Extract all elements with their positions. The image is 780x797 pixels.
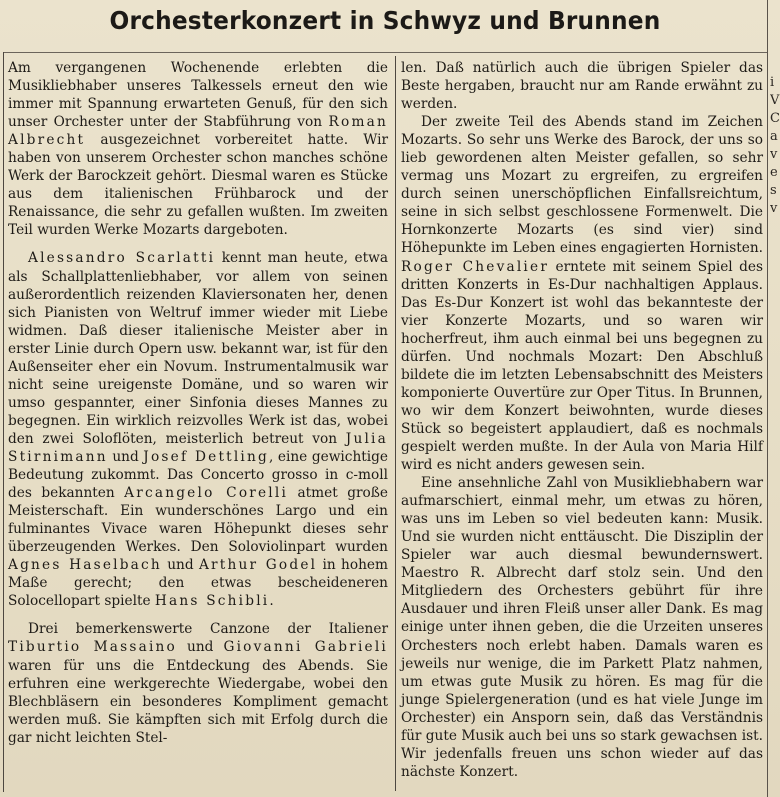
paragraph-scarlatti: Alessandro Scarlatti kennt man heute, etwa als Schallplattenliebhaber, vor allem von seinen außerordentlich reizenden Klaviersonaten her, denen sich Pianisten von Weltruf immer wieder mit Liebe widmen. Daß dieser italienische Meister aber in erster Linie durch Opern usw. bekannt war, ist für den Außenseiter eher ein Novum. Instrumentalmusik war nicht seine ureigenste Domäne, und so waren wir umso gespannter, einer Sinfonia dieses Mannes zu begegnen. Ein wirklich reizvolles Werk ist das, wobei den zwei Soloflöten, meisterlich betreut von Julia Stirnimann und Josef Dettling, eine gewichtige Bedeutung zukommt. Das Concerto grosso in c-moll des bekannten Arcangelo Corelli atmet große Meisterschaft. Ein wunderschönes Largo und ein fulminantes Vivace waren Höhepunkt dieses sehr überzeugenden Werkes. Den Soloviolinpart wurden Agnes Haselbach und Arthur Godel in hohem Maße gerecht; den etwas bescheideneren Solocellopart spielte Hans Schibli. xyxy=(8,250,389,610)
performer-name: Agnes Haselbach xyxy=(8,557,162,574)
paragraph-canzone: Drei bemerkenswerte Canzone der Italiener Tiburtio Massaino und Giovanni Gabrieli waren für uns die Entdeckung des Abends. Sie erfuhren eine werkgerechte Wiedergabe, wobei den Blechbläsern ein besonderes Kompliment gemacht werden muß. Sie kämpften sich mit Erfolg durch die gar nicht leichten Stel- xyxy=(8,621,388,746)
performer-name: Hans Schibli xyxy=(154,593,270,610)
article-left-column xyxy=(8,59,388,747)
composer-name: Tiburtio Massaino xyxy=(8,639,177,656)
composer-name: Giovanni Gabrieli xyxy=(223,639,388,656)
paragraph-intro: Am vergangenen Wochenende erlebten die Musikliebhaber unseres Talkessels erneut den wie immer mit Spannung erwarteten Genuß, für den sich unser Orchester unter der Stabführung von Roman Albrecht ausgezeichnet vorbereitet hatte. Wir haben von unserem Orchester schon manches schöne Werk der Barockzeit gehört. Diesmal waren es Stücke aus dem italienischen Frühbarock und der Renaissance, die sehr zu gefallen wußten. Im zweiten Teil wurden Werke Mozarts dargeboten. xyxy=(8,60,389,239)
performer-name: Julia Stirnimann xyxy=(8,430,388,465)
performer-name: Arthur Godel xyxy=(198,557,318,574)
headline: Orchesterkonzert in Schwyz und Brunnen xyxy=(109,6,661,35)
top-rule xyxy=(3,52,767,53)
adjacent-column-fragment: i V C a v e s v xyxy=(770,75,780,216)
performer-name: Josef Dettling xyxy=(143,448,269,465)
column-divider xyxy=(395,56,396,791)
paragraph-audience: Eine ansehnliche Zahl von Musikliebhabern war aufmarschiert, einmal mehr, um etwas zu hören, was uns im Leben so viel bedeuten kann: Musik. Und sie wurden nicht enttäuscht. Die Disziplin der Spieler war auch diesmal bewundernswert. Maestro R. Albrecht darf stolz sein. Und den Mitgliedern des Orchesters gebührt für ihre Ausdauer und ihren Fleiß unser aller Dank. Es mag einige unter ihnen geben, die die Urzeiten unseres Orchesters noch erlebt haben. Damals waren es jeweils nur wenige, die im Parkett Platz nahmen, um etwas gute Musik zu hören. Es mag für die junge Spielergeneration (und es hat viele Junge im Orchester) ein Ansporn sein, daß das Verständnis für gute Musik auch bei uns so stark gewachsen ist. Wir jedenfalls freuen uns schon wieder auf das nächste Konzert. xyxy=(401,475,763,780)
paragraph-mozart: Der zweite Teil des Abends stand im Zeichen Mozarts. So sehr uns Werke des Barock, der uns so lieb gewordenen alten Meister gefallen, so sehr vermag uns Mozart zu ergreifen, zu ergreifen durch seinen unerschöpflichen Einfallsreichtum, seine in sich selbst geschlossene Formenwelt. Die Hornkonzerte Mozarts (es sind vier) sind Höhepunkte im Leben eines engagierten Hornisten. Roger Chevalier erntete mit seinem Spiel des dritten Konzerts in Es-Dur nachhaltigen Applaus. Das Es-Dur Konzert ist wohl das bekannteste der vier Konzerte Mozarts, und so waren wir hocherfreut, ihm auch einmal bei uns begegnen zu dürfen. Und nochmals Mozart: Den Abschluß bildete die im letzten Lebensabschnitt des Meisters komponierte Ouvertüre zur Oper Titus. In Brunnen, wo wir dem Konzert beiwohnten, wurde dieses Stück so begeistert applaudiert, daß es nochmals gespielt werden mußte. In der Aula von Maria Hilf wird es nicht anders gewesen sein. xyxy=(401,114,763,474)
left-column-rule xyxy=(3,52,4,792)
paragraph-continuation: len. Daß natürlich auch die übrigen Spieler das Beste hergaben, braucht nur am Rande erwähnt zu werden. xyxy=(401,60,763,113)
composer-name: Alessandro Scarlatti xyxy=(28,250,216,267)
article-right-column xyxy=(401,59,763,781)
conductor-name: Roman Albrecht xyxy=(8,114,389,149)
right-page-rule xyxy=(767,0,768,797)
composer-name: Arcangelo Corelli xyxy=(124,485,289,502)
performer-name: Roger Chevalier xyxy=(401,258,550,275)
